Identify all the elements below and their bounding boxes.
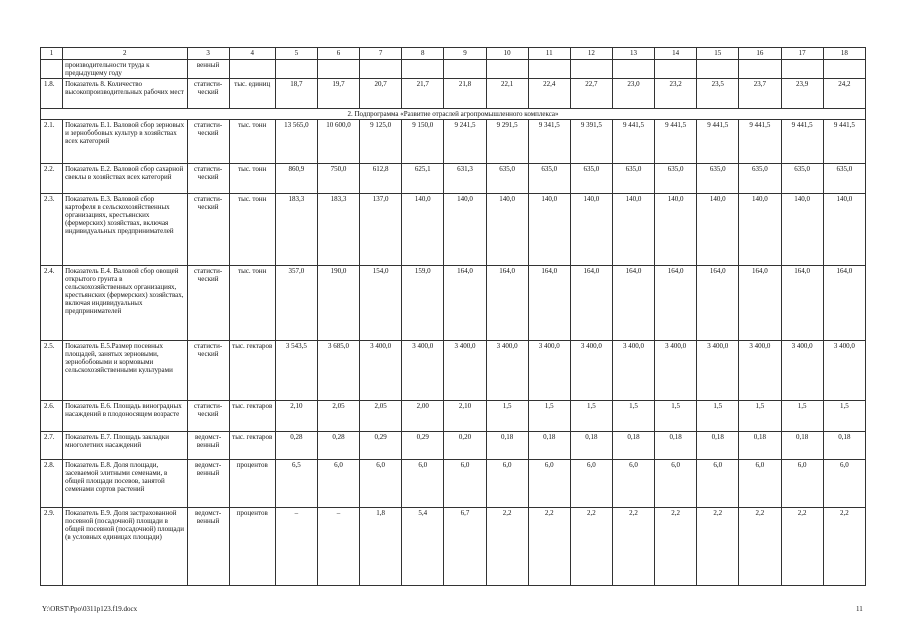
indicator-name: производительности труда к предыдущему году	[63, 60, 187, 79]
data-source: статисти-ческий	[187, 266, 229, 341]
table-row	[41, 266, 866, 341]
value-cell: 13 565,0	[275, 120, 317, 164]
unit: тыс. тонн	[229, 194, 275, 266]
unit: тыс. гектаров	[229, 432, 275, 460]
value-cell: 9 441,5	[697, 120, 739, 164]
indicator-name: Показатель Е.2. Валовой сбор сахарной свеклы в хозяйствах всех категорий	[63, 164, 187, 194]
data-source: ведомст-венный	[187, 508, 229, 586]
value-cell: 164,0	[739, 266, 781, 341]
value-cell: 23,0	[612, 79, 654, 109]
value-cell	[612, 60, 654, 79]
value-cell: 3 400,0	[655, 341, 697, 401]
indicators-table	[40, 47, 866, 586]
value-cell: 635,0	[528, 164, 570, 194]
value-cell	[402, 60, 444, 79]
row-number: 2.5.	[41, 341, 63, 401]
value-cell: 154,0	[360, 266, 402, 341]
value-cell: 6,0	[317, 460, 359, 508]
value-cell: 140,0	[570, 194, 612, 266]
row-number: 2.7.	[41, 432, 63, 460]
value-cell: 140,0	[486, 194, 528, 266]
row-number: 2.2.	[41, 164, 63, 194]
value-cell: 6,0	[697, 460, 739, 508]
value-cell: 0,18	[697, 432, 739, 460]
value-cell: 635,0	[486, 164, 528, 194]
section-row	[41, 109, 866, 120]
row-number: 2.3.	[41, 194, 63, 266]
value-cell: 2,10	[275, 401, 317, 432]
value-cell: 2,2	[739, 508, 781, 586]
value-cell: 1,5	[823, 401, 865, 432]
value-cell	[697, 60, 739, 79]
value-cell: 0,18	[570, 432, 612, 460]
value-cell: 6,0	[739, 460, 781, 508]
value-cell: 9 125,0	[360, 120, 402, 164]
value-cell: 140,0	[781, 194, 823, 266]
value-cell: 164,0	[697, 266, 739, 341]
value-cell: 0,18	[486, 432, 528, 460]
value-cell: 3 400,0	[612, 341, 654, 401]
value-cell: 6,0	[570, 460, 612, 508]
indicator-name: Показатель Е.3. Валовой сбор картофеля в сельскохозяйственных организациях, крестьянских (фермерских) хозяйствах, включая индивидуальных предпринимателей	[63, 194, 187, 266]
value-cell: 9 441,5	[781, 120, 823, 164]
value-cell: 19,7	[317, 79, 359, 109]
value-cell	[317, 60, 359, 79]
column-number: 14	[655, 48, 697, 60]
value-cell: 0,18	[739, 432, 781, 460]
value-cell: 1,5	[612, 401, 654, 432]
value-cell: 159,0	[402, 266, 444, 341]
table-row	[41, 79, 866, 109]
indicator-name: Показатель Е.8. Доля площади, засеваемой элитными семенами, в общей площади посевов, занятой семенами сортов растений	[63, 460, 187, 508]
column-number: 1	[41, 48, 63, 60]
value-cell: 6,7	[444, 508, 486, 586]
value-cell: 1,5	[655, 401, 697, 432]
value-cell: 140,0	[612, 194, 654, 266]
column-number: 18	[823, 48, 865, 60]
unit: тыс. гектаров	[229, 341, 275, 401]
data-source: статисти-ческий	[187, 194, 229, 266]
value-cell: 2,05	[360, 401, 402, 432]
value-cell: 9 291,5	[486, 120, 528, 164]
value-cell: 3 400,0	[739, 341, 781, 401]
value-cell: 2,2	[823, 508, 865, 586]
value-cell: 635,0	[612, 164, 654, 194]
indicator-name: Показатель 8. Количество высокопроизводительных рабочих мест	[63, 79, 187, 109]
column-number: 6	[317, 48, 359, 60]
value-cell: 140,0	[823, 194, 865, 266]
value-cell: 3 685,0	[317, 341, 359, 401]
value-cell: 6,0	[823, 460, 865, 508]
value-cell	[528, 60, 570, 79]
value-cell: 1,5	[697, 401, 739, 432]
value-cell: 140,0	[697, 194, 739, 266]
value-cell: 9 441,5	[823, 120, 865, 164]
value-cell: 2,2	[612, 508, 654, 586]
value-cell: 9 241,5	[444, 120, 486, 164]
value-cell	[486, 60, 528, 79]
value-cell: 6,0	[486, 460, 528, 508]
value-cell: 750,0	[317, 164, 359, 194]
value-cell: 2,00	[402, 401, 444, 432]
column-number: 9	[444, 48, 486, 60]
value-cell: 18,7	[275, 79, 317, 109]
table-row	[41, 341, 866, 401]
value-cell: 3 543,5	[275, 341, 317, 401]
value-cell	[275, 60, 317, 79]
value-cell: 24,2	[823, 79, 865, 109]
value-cell: 625,1	[402, 164, 444, 194]
column-number: 11	[528, 48, 570, 60]
indicator-name: Показатель Е.6. Площадь виноградных насаждений в плодоносящем возрасте	[63, 401, 187, 432]
value-cell: 2,2	[570, 508, 612, 586]
value-cell: 635,0	[697, 164, 739, 194]
value-cell	[655, 60, 697, 79]
column-number: 7	[360, 48, 402, 60]
value-cell: 6,0	[402, 460, 444, 508]
data-source: статисти-ческий	[187, 401, 229, 432]
value-cell: 1,5	[781, 401, 823, 432]
column-number: 10	[486, 48, 528, 60]
value-cell: –	[275, 508, 317, 586]
column-number: 4	[229, 48, 275, 60]
value-cell: 10 600,0	[317, 120, 359, 164]
value-cell: 137,0	[360, 194, 402, 266]
value-cell: 0,28	[275, 432, 317, 460]
table-row	[41, 164, 866, 194]
indicator-name: Показатель Е.9. Доля застрахованной посевной (посадочной) площади в общей посевной (посадочной) площади (в условных единицах площади)	[63, 508, 187, 586]
data-source: ведомст-венный	[187, 460, 229, 508]
column-number: 13	[612, 48, 654, 60]
unit: тыс. единиц	[229, 79, 275, 109]
value-cell: –	[317, 508, 359, 586]
value-cell: 164,0	[486, 266, 528, 341]
value-cell: 23,7	[739, 79, 781, 109]
value-cell: 635,0	[570, 164, 612, 194]
column-number: 12	[570, 48, 612, 60]
value-cell: 22,1	[486, 79, 528, 109]
value-cell: 9 150,0	[402, 120, 444, 164]
value-cell: 20,7	[360, 79, 402, 109]
value-cell: 635,0	[655, 164, 697, 194]
value-cell: 1,5	[739, 401, 781, 432]
value-cell: 2,2	[655, 508, 697, 586]
data-source: венный	[187, 60, 229, 79]
value-cell: 5,4	[402, 508, 444, 586]
value-cell: 357,0	[275, 266, 317, 341]
value-cell	[823, 60, 865, 79]
value-cell: 3 400,0	[402, 341, 444, 401]
value-cell: 0,18	[528, 432, 570, 460]
value-cell: 6,0	[444, 460, 486, 508]
value-cell	[781, 60, 823, 79]
indicator-name: Показатель Е.7. Площадь закладки многолетних насаждений	[63, 432, 187, 460]
value-cell: 0,29	[360, 432, 402, 460]
value-cell: 164,0	[655, 266, 697, 341]
value-cell: 23,9	[781, 79, 823, 109]
value-cell: 3 400,0	[528, 341, 570, 401]
continued-row	[41, 60, 866, 79]
value-cell: 9 441,5	[655, 120, 697, 164]
value-cell: 860,9	[275, 164, 317, 194]
file-path: Y:\ORST\Ppo\0311p123.f19.docx	[42, 605, 138, 613]
value-cell: 22,4	[528, 79, 570, 109]
data-source: статисти-ческий	[187, 79, 229, 109]
value-cell: 0,18	[823, 432, 865, 460]
value-cell: 9 441,5	[739, 120, 781, 164]
unit: процентов	[229, 460, 275, 508]
column-number: 8	[402, 48, 444, 60]
table-row	[41, 401, 866, 432]
value-cell: 612,8	[360, 164, 402, 194]
value-cell: 3 400,0	[697, 341, 739, 401]
value-cell: 2,2	[528, 508, 570, 586]
row-number: 2.8.	[41, 460, 63, 508]
value-cell: 140,0	[402, 194, 444, 266]
table-row	[41, 508, 866, 586]
value-cell: 22,7	[570, 79, 612, 109]
value-cell: 164,0	[823, 266, 865, 341]
row-number: 2.1.	[41, 120, 63, 164]
value-cell	[360, 60, 402, 79]
value-cell: 6,0	[655, 460, 697, 508]
value-cell: 3 400,0	[570, 341, 612, 401]
column-number: 3	[187, 48, 229, 60]
value-cell: 1,5	[486, 401, 528, 432]
value-cell: 1,5	[570, 401, 612, 432]
column-number: 17	[781, 48, 823, 60]
value-cell: 2,2	[781, 508, 823, 586]
value-cell: 0,18	[612, 432, 654, 460]
value-cell: 6,0	[528, 460, 570, 508]
value-cell: 183,3	[317, 194, 359, 266]
row-number: 2.9.	[41, 508, 63, 586]
value-cell: 2,05	[317, 401, 359, 432]
value-cell: 140,0	[528, 194, 570, 266]
value-cell: 0,18	[781, 432, 823, 460]
value-cell: 21,7	[402, 79, 444, 109]
value-cell: 23,2	[655, 79, 697, 109]
indicator-name: Показатель Е.1. Валовой сбор зерновых и зернобобовых культур в хозяйствах всех категорий	[63, 120, 187, 164]
value-cell: 635,0	[739, 164, 781, 194]
value-cell: 3 400,0	[781, 341, 823, 401]
value-cell: 9 391,5	[570, 120, 612, 164]
value-cell: 6,5	[275, 460, 317, 508]
row-number: 1.8.	[41, 79, 63, 109]
value-cell: 3 400,0	[823, 341, 865, 401]
value-cell: 631,3	[444, 164, 486, 194]
page-number: 11	[856, 605, 863, 613]
column-number: 5	[275, 48, 317, 60]
value-cell: 6,0	[360, 460, 402, 508]
value-cell: 635,0	[823, 164, 865, 194]
value-cell	[570, 60, 612, 79]
value-cell: 6,0	[781, 460, 823, 508]
value-cell: 164,0	[528, 266, 570, 341]
indicator-name: Показатель Е.4. Валовой сбор овощей открытого грунта в сельскохозяйственных организациях, крестьянских (фермерских) хозяйствах, включая индивидуальных предпринимателей	[63, 266, 187, 341]
unit: тыс. гектаров	[229, 401, 275, 432]
indicator-name: Показатель Е.5.Размер посевных площадей, занятых зерновыми, зернобобовыми и кормовыми сельскохозяйственными культурами	[63, 341, 187, 401]
value-cell: 164,0	[570, 266, 612, 341]
unit: тыс. тонн	[229, 266, 275, 341]
row-number: 2.6.	[41, 401, 63, 432]
data-source: статисти-ческий	[187, 341, 229, 401]
value-cell: 0,18	[655, 432, 697, 460]
table-row	[41, 432, 866, 460]
value-cell: 140,0	[655, 194, 697, 266]
value-cell: 1,5	[528, 401, 570, 432]
table-row	[41, 120, 866, 164]
value-cell	[444, 60, 486, 79]
value-cell: 9 441,5	[612, 120, 654, 164]
value-cell: 2,2	[486, 508, 528, 586]
section-title: 2. Подпрограмма «Развитие отраслей агропромышленного комплекса»	[41, 109, 866, 120]
value-cell: 164,0	[612, 266, 654, 341]
value-cell: 140,0	[739, 194, 781, 266]
value-cell: 140,0	[444, 194, 486, 266]
unit: тыс. тонн	[229, 164, 275, 194]
data-source: статисти-ческий	[187, 120, 229, 164]
value-cell: 21,8	[444, 79, 486, 109]
value-cell: 164,0	[444, 266, 486, 341]
value-cell	[739, 60, 781, 79]
value-cell: 183,3	[275, 194, 317, 266]
value-cell: 3 400,0	[486, 341, 528, 401]
table-row	[41, 194, 866, 266]
value-cell: 1,8	[360, 508, 402, 586]
value-cell	[229, 60, 275, 79]
value-cell: 23,5	[697, 79, 739, 109]
value-cell: 0,20	[444, 432, 486, 460]
value-cell: 3 400,0	[444, 341, 486, 401]
value-cell: 3 400,0	[360, 341, 402, 401]
table-row	[41, 460, 866, 508]
column-number: 15	[697, 48, 739, 60]
row-number	[41, 60, 63, 79]
column-number: 16	[739, 48, 781, 60]
value-cell: 190,0	[317, 266, 359, 341]
column-number: 2	[63, 48, 187, 60]
value-cell: 9 341,5	[528, 120, 570, 164]
row-number: 2.4.	[41, 266, 63, 341]
value-cell: 0,28	[317, 432, 359, 460]
value-cell: 6,0	[612, 460, 654, 508]
unit: тыс. тонн	[229, 120, 275, 164]
value-cell: 0,29	[402, 432, 444, 460]
value-cell: 635,0	[781, 164, 823, 194]
value-cell: 2,2	[697, 508, 739, 586]
value-cell: 2,10	[444, 401, 486, 432]
data-source: статисти-ческий	[187, 164, 229, 194]
unit: процентов	[229, 508, 275, 586]
data-source: ведомст-венный	[187, 432, 229, 460]
column-number-row	[41, 48, 866, 60]
value-cell: 164,0	[781, 266, 823, 341]
